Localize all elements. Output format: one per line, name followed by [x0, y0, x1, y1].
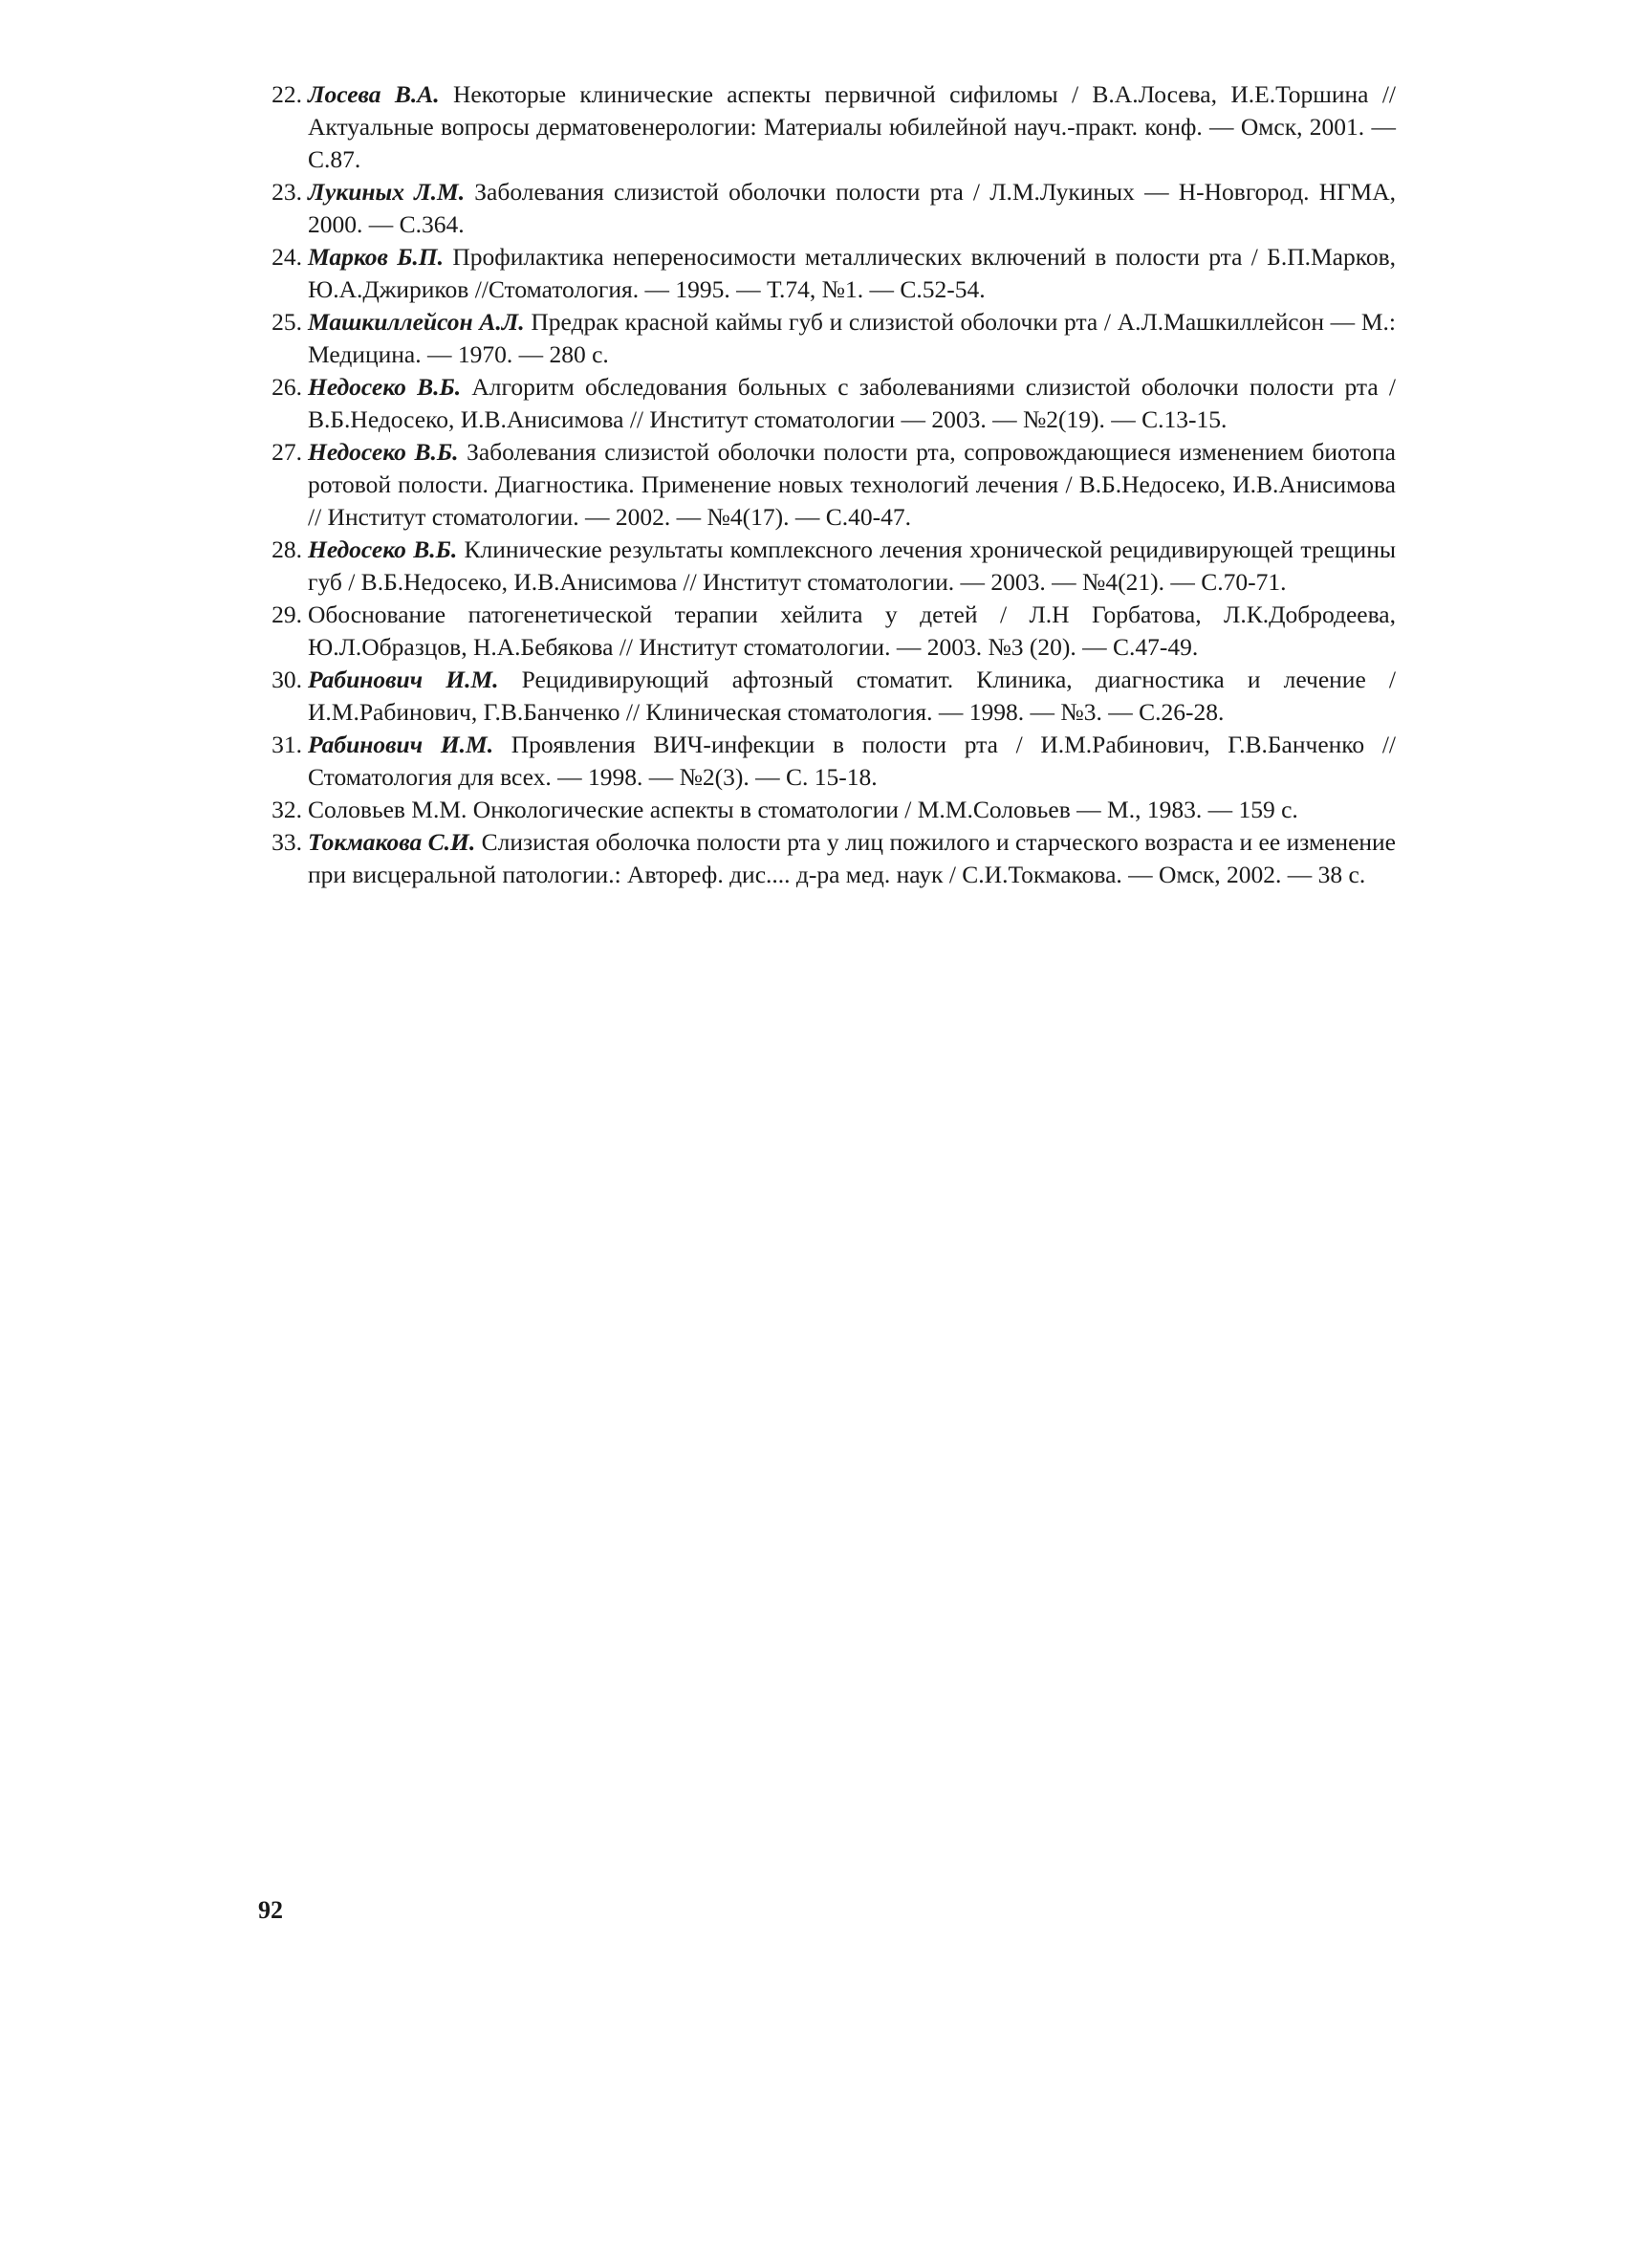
reference-text: Заболевания слизистой оболочки полости рта, сопровождающиеся изменением биотопа ротовой полости. Диагностика. Применение новых технологий лечения / В.Б.Недосеко, И.В.Анисимова // Институт стоматологии. — 2002. — №4(17). — С.40-47.	[308, 438, 1396, 531]
reference-number: 27.	[272, 438, 302, 466]
reference-number: 26.	[272, 373, 302, 401]
reference-item	[258, 371, 1396, 436]
reference-number: 30.	[272, 666, 302, 693]
reference-number: 25.	[272, 308, 302, 336]
reference-author: Токмакова С.И.	[308, 828, 476, 856]
reference-text: Рецидивирующий афтозный стоматит. Клиника, диагностика и лечение / И.М.Рабинович, Г.В.Банченко // Клиническая стоматология. — 1998. — №3. — С.26-28.	[308, 666, 1396, 726]
page-number: 92	[258, 1896, 283, 1924]
reference-text: Проявления ВИЧ-инфекции в полости рта / И.М.Рабинович, Г.В.Банченко // Стоматология для всех. — 1998. — №2(3). — С. 15-18.	[308, 731, 1396, 791]
reference-text: Предрак красной каймы губ и слизистой оболочки рта / А.Л.Машкиллейсон — М.: Медицина. — 1970. — 280 с.	[308, 308, 1396, 368]
reference-number: 22.	[272, 80, 302, 108]
reference-author: Лосева В.А.	[308, 80, 440, 108]
reference-item	[258, 534, 1396, 599]
reference-author: Недосеко В.Б.	[308, 373, 462, 401]
reference-item	[258, 78, 1396, 176]
reference-item	[258, 176, 1396, 241]
reference-number: 24.	[272, 243, 302, 271]
reference-text: Клинические результаты комплексного лечения хронической рецидивирующей трещины губ / В.Б.Недосеко, И.В.Анисимова // Институт стоматологии. — 2003. — №4(21). — С.70-71.	[308, 535, 1396, 596]
reference-text: Соловьев М.М. Онкологические аспекты в стоматологии / М.М.Соловьев — М., 1983. — 159 с.	[308, 796, 1298, 823]
reference-number: 33.	[272, 828, 302, 856]
reference-item	[258, 599, 1396, 664]
reference-author: Недосеко В.Б.	[308, 438, 459, 466]
reference-text: Некоторые клинические аспекты первичной сифиломы / В.А.Лосева, И.Е.Торшина // Актуальные вопросы дерматовенерологии: Материалы юбилейной науч.-практ. конф. — Омск, 2001. — С.87.	[308, 80, 1397, 173]
reference-author: Рабинович И.М.	[308, 666, 499, 693]
reference-item	[258, 241, 1396, 306]
reference-number: 23.	[272, 178, 302, 206]
reference-author: Машкиллейсон А.Л.	[308, 308, 525, 336]
reference-author: Лукиных Л.М.	[308, 178, 466, 206]
reference-item	[258, 436, 1396, 534]
reference-author: Недосеко В.Б.	[308, 535, 458, 563]
reference-author: Рабинович И.М.	[308, 731, 494, 758]
reference-item	[258, 306, 1396, 371]
reference-item	[258, 729, 1396, 794]
reference-item	[258, 794, 1396, 826]
reference-author: Марков Б.П.	[308, 243, 445, 271]
reference-text: Заболевания слизистой оболочки полости рта / Л.М.Лукиных — Н-Новгород. НГМА, 2000. — С.364.	[308, 178, 1396, 238]
reference-number: 32.	[272, 796, 302, 823]
reference-text: Профилактика непереносимости металлических включений в полости рта / Б.П.Марков, Ю.А.Джириков //Стоматология. — 1995. — Т.74, №1. — С.52-54.	[308, 243, 1396, 303]
reference-list	[258, 78, 1396, 891]
reference-item	[258, 664, 1396, 729]
reference-item	[258, 826, 1396, 891]
reference-number: 31.	[272, 731, 302, 758]
reference-text: Слизистая оболочка полости рта у лиц пожилого и старческого возраста и ее изменение при висцеральной патологии.: Автореф. дис.... д-ра мед. наук / С.И.Токмакова. — Омск, 2002. — 38 с.	[308, 828, 1396, 888]
reference-text: Алгоритм обследования больных с заболеваниями слизистой оболочки полости рта / В.Б.Недосеко, И.В.Анисимова // Институт стоматологии — 2003. — №2(19). — С.13-15.	[308, 373, 1396, 433]
reference-number: 28.	[272, 535, 302, 563]
reference-text: Обоснование патогенетической терапии хейлита у детей / Л.Н Горбатова, Л.К.Добродеева, Ю.Л.Образцов, Н.А.Бебякова // Институт стоматологии. — 2003. №3 (20). — С.47-49.	[308, 600, 1396, 661]
reference-number: 29.	[272, 600, 302, 628]
